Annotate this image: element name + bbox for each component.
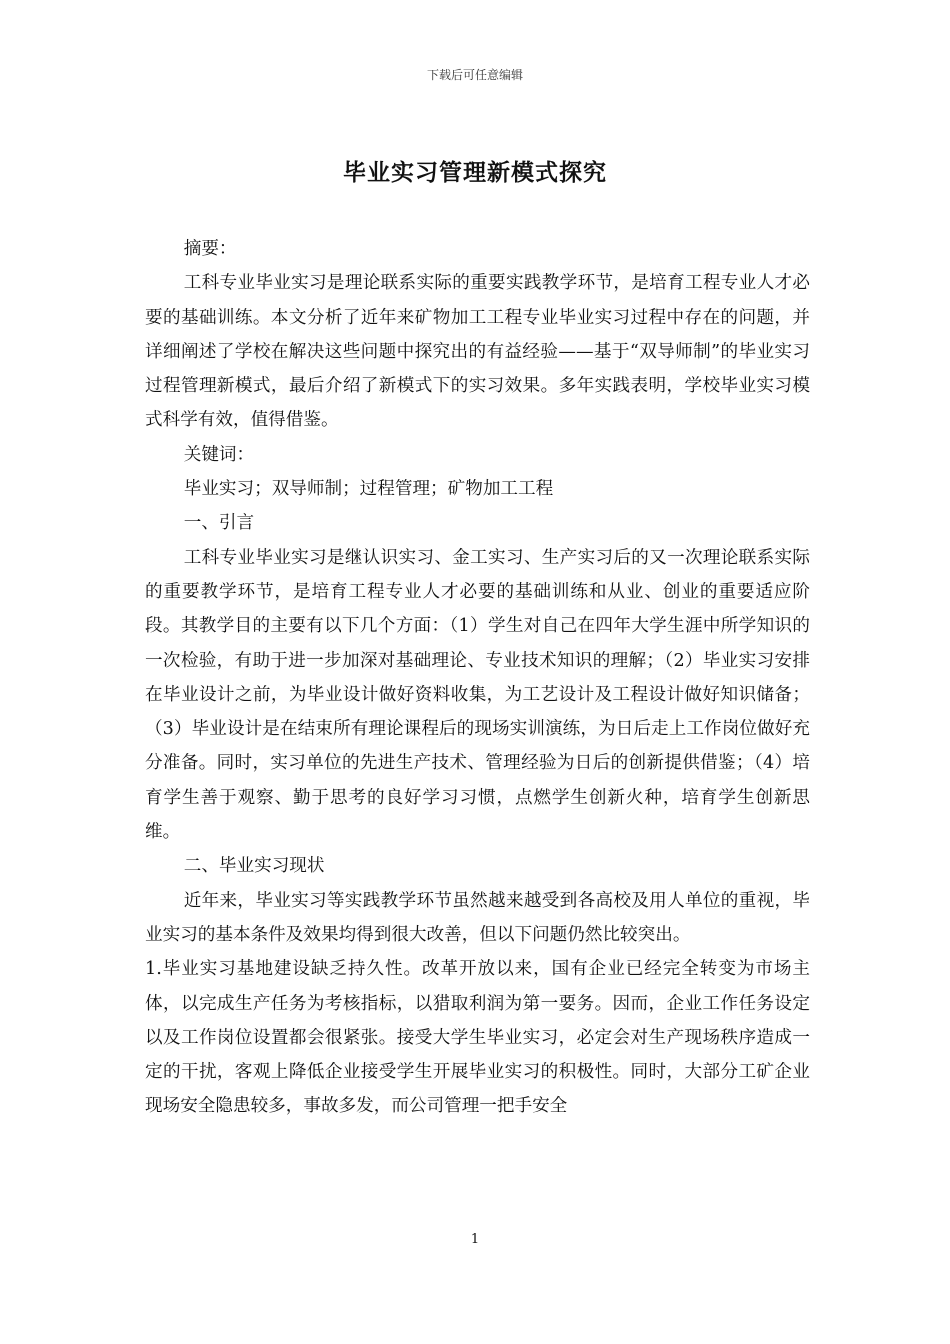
header-note: 下载后可任意编辑 xyxy=(426,68,523,82)
status-point-1-paragraph: 1.毕业实习基地建设缺乏持久性。改革开放以来，国有企业已经完全转变为市场主体，以完成生产任务为考核指标，以猎取利润为第一要务。因而，企业工作任务设定以及工作岗位设置都会很紧张。接受大学生毕业实习，必定会对生产现场秩序造成一定的干扰，客观上降低企业接受学生开展毕业实习的积极性。同时，大部分工矿企业现场安全隐患较多，事故多发，而公司管理一把手安全 xyxy=(145,959,810,1117)
status-paragraph: 近年来，毕业实习等实践教学环节虽然越来越受到各高校及用人单位的重视，毕业实习的基本条件及效果均得到很大改善，但以下问题仍然比较突出。 xyxy=(145,890,810,945)
abstract-paragraph: 工科专业毕业实习是理论联系实际的重要实践教学环节，是培育工程专业人才必要的基础训练。本文分析了近年来矿物加工工程专业毕业实习过程中存在的问题，并详细阐述了学校在解决这些问题中探究出的有益经验——基于“双导师制”的毕业实习过程管理新模式，最后介绍了新模式下的实习效果。多年实践表明，学校毕业实习模式科学有效，值得借鉴。 xyxy=(145,273,810,431)
document-body xyxy=(145,232,810,1124)
section-heading-status: 二、毕业实习现状 xyxy=(183,856,325,877)
keywords-label: 关键词： xyxy=(183,444,255,465)
keywords-paragraph: 毕业实习；双导师制；过程管理；矿物加工工程 xyxy=(183,479,554,500)
introduction-paragraph: 工科专业毕业实习是继认识实习、金工实习、生产实习后的又一次理论联系实际的重要教学环节，是培育工程专业人才必要的基础训练和从业、创业的重要适应阶段。其教学目的主要有以下几个方面：（1）学生对自己在四年大学生涯中所学知识的一次检验，有助于进一步加深对基础理论、专业技术知识的理解；（2）毕业实习安排在毕业设计之前，为毕业设计做好资料收集，为工艺设计及工程设计做好知识储备；（3）毕业设计是在结束所有理论课程后的现场实训演练，为日后走上工作岗位做好充分准备。同时，实习单位的先进生产技术、管理经验为日后的创新提供借鉴；（4）培育学生善于观察、勤于思考的良好学习习惯，点燃学生创新火种，培育学生创新思维。 xyxy=(145,547,810,843)
abstract-label: 摘要： xyxy=(183,239,237,259)
page-number: 1 xyxy=(470,1232,480,1247)
section-heading-introduction: 一、引言 xyxy=(183,513,255,534)
document-title: 毕业实习管理新模式探究 xyxy=(343,159,607,186)
